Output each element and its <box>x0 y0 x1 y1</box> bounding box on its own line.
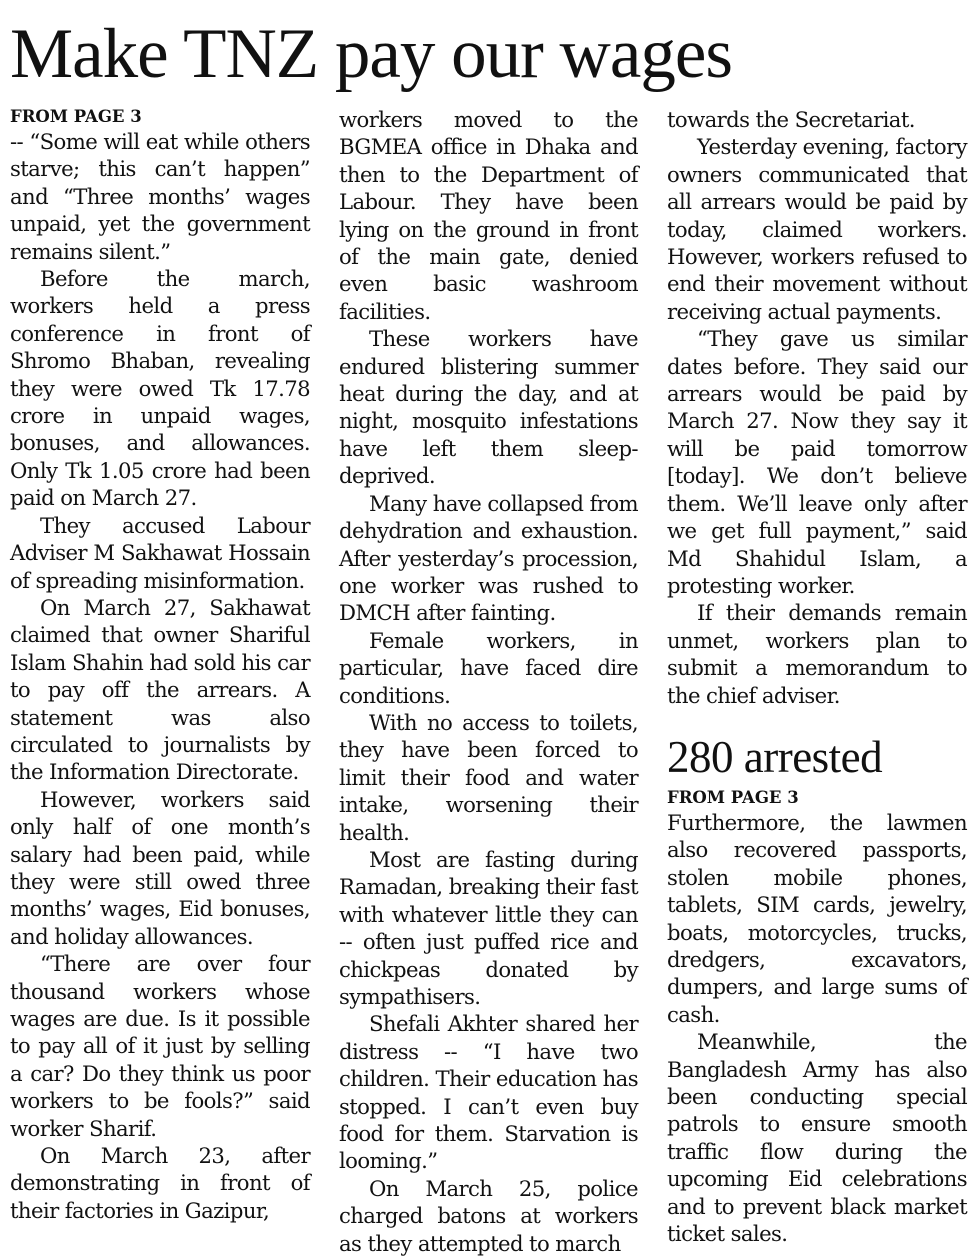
article-paragraph: Female workers, in particular, have faced dire conditions. <box>339 627 638 708</box>
article-paragraph: On March 25, police charged batons at workers as they attempted to march <box>339 1175 638 1256</box>
continuation-kicker: FROM PAGE 3 <box>10 107 142 126</box>
article-paragraph: workers moved to the BGMEA office in Dhaka and then to the Department of Labour. They have been lying on the ground in front of the main gate, denied even basic washroom facilities. <box>339 107 638 324</box>
article-paragraph: towards the Secretariat. <box>667 107 915 132</box>
article-paragraph: -- “Some will eat while others starve; this can’t happen” and “Three months’ wages unpaid, yet the government remains silent.” <box>10 129 310 264</box>
article-paragraph: If their demands remain unmet, workers plan to submit a memorandum to the chief adviser. <box>667 600 967 708</box>
article-paragraph: However, workers said only half of one month’s salary had been paid, while they were still owed three months’ wages, Eid bonuses, and holiday allowances. <box>10 786 310 949</box>
article-paragraph: Yesterday evening, factory owners communicated that all arrears would be paid by today, claimed workers. However, workers refused to end their movement without receiving actual payments. <box>667 134 967 324</box>
article-paragraph: Shefali Akhter shared her distress -- “I have two children. Their education has stopped. I can’t even buy food for them. Starvation is looming.” <box>339 1011 638 1174</box>
article-paragraph: “There are over four thousand workers whose wages are due. Is it possible to pay all of it just by selling a car? Do they think us poor workers to be fools?” said worker Sharif. <box>10 951 310 1141</box>
second-article-paragraph: Furthermore, the lawmen also recovered passports, stolen mobile phones, tablets, SIM cards, jewelry, boats, motorcycles, trucks, dredgers, excavators, dumpers, and large sums of cash. <box>667 809 967 1027</box>
article-column-1 <box>10 106 310 1224</box>
article-paragraph: On March 27, Sakhawat claimed that owner Shariful Islam Shahin had sold his car to pay off the arrears. A statement was also circulated to journalists by the Information Directorate. <box>10 594 310 785</box>
second-article-paragraph: Meanwhile, the Bangladesh Army has also been conducting special patrols to ensure smooth traffic flow during the upcoming Eid celebrations and to prevent black market ticket sales. <box>667 1029 967 1247</box>
article-column-2 <box>339 106 638 1257</box>
article-paragraph: They accused Labour Adviser M Sakhawat Hossain of spreading misinformation. <box>10 512 310 593</box>
article-paragraph: Most are fasting during Ramadan, breaking their fast with whatever little they can -- often just puffed rice and chickpeas donated by sympathisers. <box>339 846 638 1009</box>
article-paragraph: Many have collapsed from dehydration and exhaustion. After yesterday’s procession, one worker was rushed to DMCH after fainting. <box>339 490 638 626</box>
article-paragraph: With no access to toilets, they have been forced to limit their food and water intake, worsening their health. <box>339 709 638 845</box>
second-article-headline: 280 arrested <box>667 731 883 782</box>
article-paragraph: Before the march, workers held a press conference in front of Shromo Bhaban, revealing they were owed Tk 17.78 crore in unpaid wages, bonuses, and allowances. Only Tk 1.05 crore had been paid on March 27. <box>10 266 310 511</box>
article-column-3 <box>667 106 967 1247</box>
article-paragraph: These workers have endured blistering summer heat during the day, and at night, mosquito infestations have left them sleep-deprived. <box>339 326 638 489</box>
second-article-kicker: FROM PAGE 3 <box>667 787 799 807</box>
article-headline: Make TNZ pay our wages <box>10 15 732 93</box>
article-paragraph: On March 23, after demonstrating in front of their factories in Gazipur, <box>10 1143 310 1223</box>
article-paragraph: “They gave us similar dates before. They said our arrears would be paid by March 27. Now they say it will be paid tomorrow [today]. We don’t believe them. We’ll leave only after we get full payment,” said Md Shahidul Islam, a protesting worker. <box>667 326 967 598</box>
